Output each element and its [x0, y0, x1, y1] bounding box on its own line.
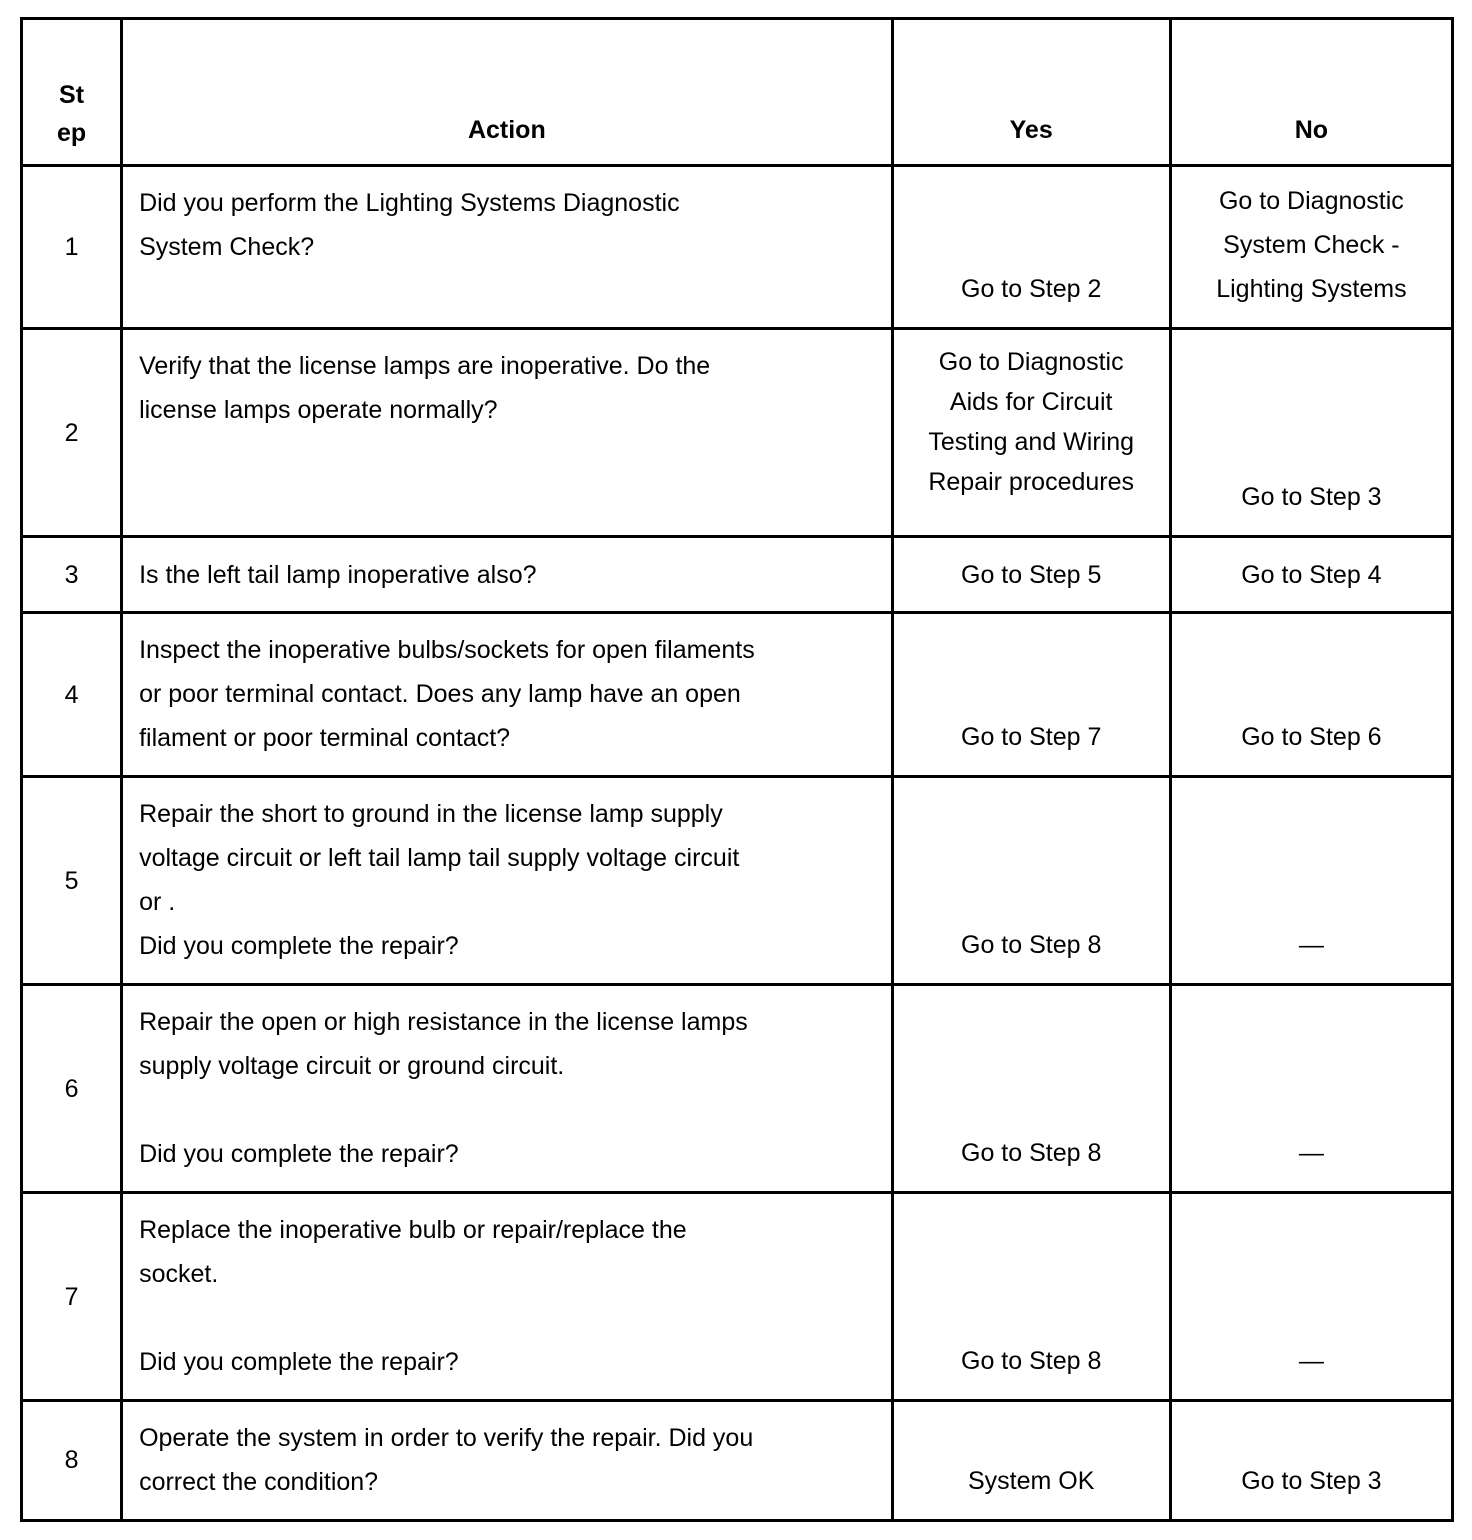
- action-cell: [122, 166, 893, 329]
- yes-cell: [892, 777, 1170, 985]
- action-line: Inspect the inoperative bulbs/sockets for open filaments: [139, 636, 755, 664]
- table-row: [22, 537, 1453, 613]
- action-cell: [122, 1401, 893, 1521]
- yes-line: System OK: [967, 1467, 1095, 1495]
- action-line: System Check?: [139, 233, 315, 261]
- table-row: [22, 985, 1453, 1193]
- no-cell: [1170, 329, 1452, 537]
- header-step-line: ep: [56, 119, 87, 147]
- step-number: 8: [22, 1401, 122, 1521]
- yes-line: Go to Step 8: [961, 1139, 1102, 1167]
- action-line: Repair the short to ground in the license lamp supply: [139, 800, 723, 828]
- no-line: Go to Diagnostic: [1218, 187, 1404, 215]
- no-line: System Check -: [1223, 231, 1400, 259]
- action-line: Is the left tail lamp inoperative also?: [139, 561, 537, 589]
- action-line: Did you complete the repair?: [139, 932, 459, 960]
- no-line: Go to Step 6: [1241, 723, 1382, 751]
- step-number: 2: [22, 329, 122, 537]
- action-line: Operate the system in order to verify the repair. Did you: [139, 1424, 754, 1452]
- no-cell: [1170, 1401, 1452, 1521]
- action-line: Replace the inoperative bulb or repair/replace the: [139, 1216, 687, 1244]
- no-cell: [1170, 1193, 1452, 1401]
- yes-line: Go to Step 8: [961, 931, 1102, 959]
- action-spacer: [139, 1088, 851, 1132]
- action-spacer: [139, 1296, 851, 1340]
- yes-cell: [892, 1193, 1170, 1401]
- action-cell: [122, 537, 893, 613]
- no-line: Lighting Systems: [1216, 275, 1407, 303]
- action-line: socket.: [139, 1260, 219, 1288]
- header-step-line: St: [59, 81, 85, 109]
- header-yes: Yes: [892, 19, 1170, 166]
- no-line: Go to Step 3: [1241, 1467, 1382, 1495]
- action-line: Did you complete the repair?: [139, 1140, 459, 1168]
- yes-cell: [892, 1401, 1170, 1521]
- action-cell: [122, 985, 893, 1193]
- no-line: Go to Step 4: [1241, 560, 1382, 589]
- yes-cell: [892, 329, 1170, 537]
- table-row: [22, 329, 1453, 537]
- yes-line: Go to Step 8: [961, 1347, 1102, 1375]
- no-cell: [1170, 985, 1452, 1193]
- action-line: Repair the open or high resistance in the license lamps: [139, 1008, 748, 1036]
- diagnostic-table: [20, 17, 1454, 1522]
- action-line: supply voltage circuit or ground circuit.: [139, 1052, 565, 1080]
- step-number: 3: [22, 537, 122, 613]
- yes-cell: [892, 985, 1170, 1193]
- yes-line: Aids for Circuit: [949, 388, 1113, 416]
- no-line: —: [1298, 1139, 1324, 1167]
- action-cell: [122, 777, 893, 985]
- header-action: Action: [122, 19, 893, 166]
- action-line: or .: [139, 888, 176, 916]
- table-row: [22, 166, 1453, 329]
- yes-line: Go to Step 2: [961, 275, 1102, 303]
- no-line: —: [1298, 931, 1324, 959]
- yes-line: Go to Step 5: [961, 560, 1102, 589]
- action-cell: [122, 329, 893, 537]
- no-line: Go to Step 3: [1241, 483, 1382, 511]
- action-line: Verify that the license lamps are inoperative. Do the: [139, 352, 711, 380]
- yes-cell: [892, 166, 1170, 329]
- action-line: license lamps operate normally?: [139, 396, 498, 424]
- step-number: 5: [22, 777, 122, 985]
- action-cell: [122, 1193, 893, 1401]
- table-row: [22, 613, 1453, 777]
- step-number: 6: [22, 985, 122, 1193]
- action-line: correct the condition?: [139, 1468, 379, 1496]
- table-row: [22, 1401, 1453, 1521]
- table-row: [22, 1193, 1453, 1401]
- no-cell: [1170, 166, 1452, 329]
- yes-cell: [892, 613, 1170, 777]
- step-number: 1: [22, 166, 122, 329]
- action-line: voltage circuit or left tail lamp tail supply voltage circuit: [139, 844, 740, 872]
- no-line: —: [1298, 1347, 1324, 1375]
- header-row: [22, 19, 1453, 166]
- yes-line: Go to Diagnostic: [938, 348, 1124, 376]
- action-line: or poor terminal contact. Does any lamp have an open: [139, 680, 741, 708]
- action-line: filament or poor terminal contact?: [139, 724, 511, 752]
- yes-line: Go to Step 7: [961, 723, 1102, 751]
- table-row: [22, 777, 1453, 985]
- action-cell: [122, 613, 893, 777]
- action-line: Did you perform the Lighting Systems Diagnostic: [139, 189, 680, 217]
- action-line: Did you complete the repair?: [139, 1348, 459, 1376]
- header-no: No: [1170, 19, 1452, 166]
- yes-line: Testing and Wiring: [928, 428, 1135, 456]
- yes-cell: [892, 537, 1170, 613]
- step-number: 7: [22, 1193, 122, 1401]
- step-number: 4: [22, 613, 122, 777]
- no-cell: [1170, 777, 1452, 985]
- no-cell: [1170, 537, 1452, 613]
- yes-line: Repair procedures: [928, 468, 1135, 496]
- header-step: [22, 19, 122, 166]
- no-cell: [1170, 613, 1452, 777]
